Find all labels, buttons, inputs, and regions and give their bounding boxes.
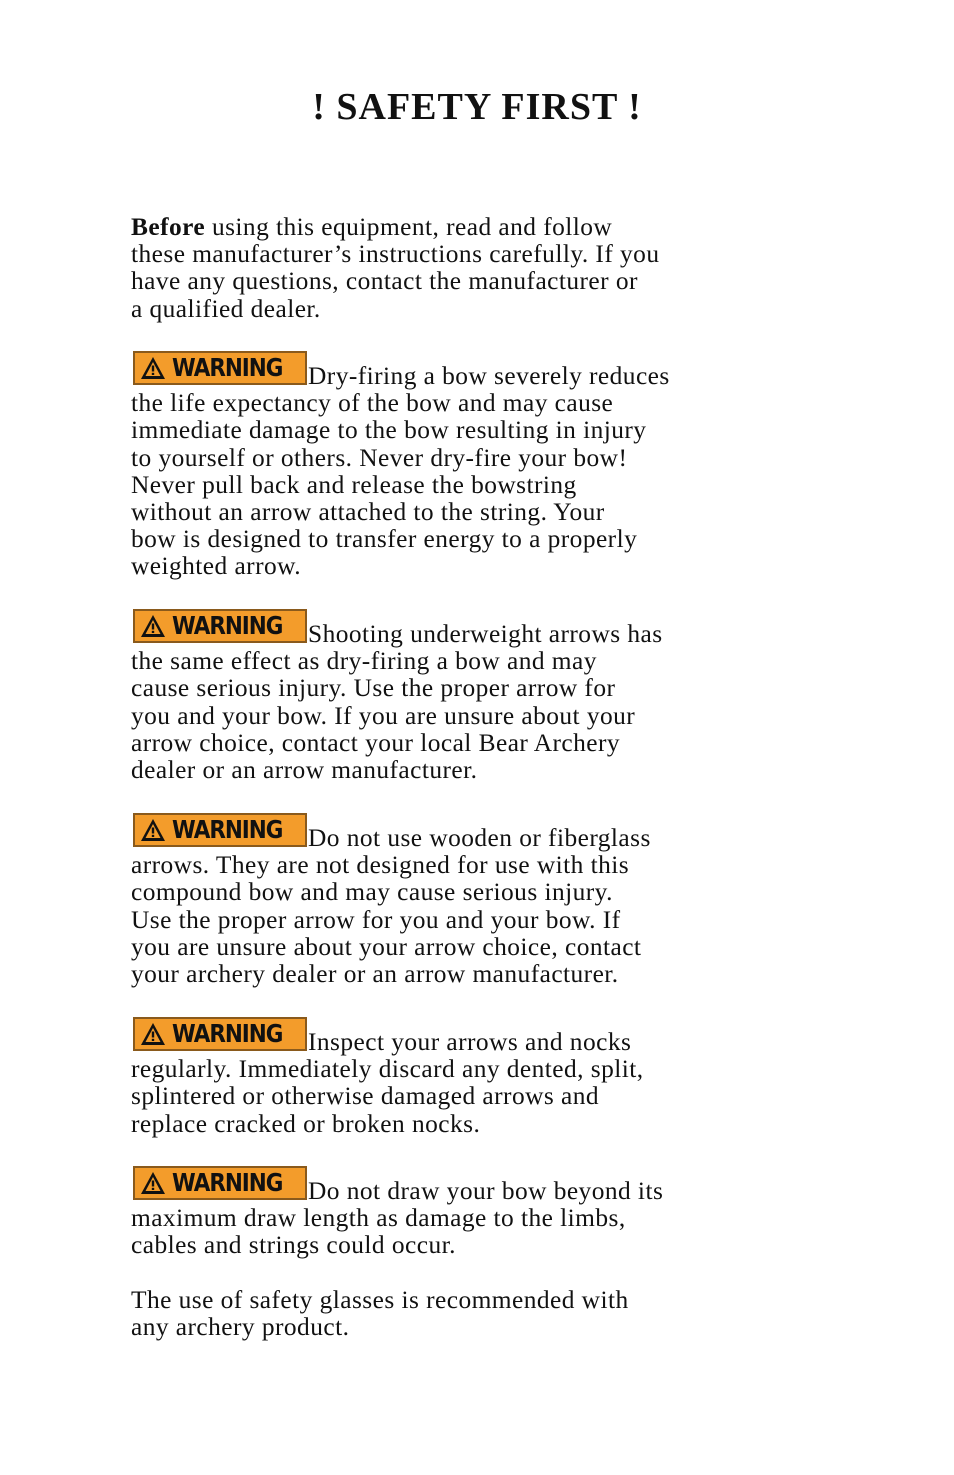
warning-triangle-icon bbox=[140, 614, 166, 638]
warning-line: splintered or otherwise damaged arrows and bbox=[131, 1082, 600, 1111]
closing-line: The use of safety glasses is recommended with bbox=[131, 1286, 629, 1314]
warning-line: Use the proper arrow for you and your bow. If bbox=[131, 905, 621, 934]
warning-line: replace cracked or broken nocks. bbox=[131, 1109, 481, 1138]
warning-paragraph-underweight bbox=[131, 611, 831, 784]
warning-badge-label: WARNING bbox=[171, 1168, 283, 1197]
warning-line: you and your bow. If you are unsure about your bbox=[131, 701, 636, 730]
warning-badge-label: WARNING bbox=[171, 815, 283, 844]
warning-first-line: Do not use wooden or fiberglass bbox=[308, 824, 651, 852]
warning-badge bbox=[133, 1017, 307, 1051]
warning-line: weighted arrow. bbox=[131, 552, 302, 581]
warning-line: your archery dealer or an arrow manufacturer. bbox=[131, 959, 619, 988]
warning-line: bow is designed to transfer energy to a properly bbox=[131, 525, 638, 554]
intro-bold-word: Before bbox=[131, 213, 206, 241]
warning-first-line: Shooting underweight arrows has bbox=[308, 620, 663, 648]
closing-paragraph bbox=[131, 1287, 831, 1341]
warning-triangle-icon bbox=[140, 1022, 166, 1046]
warning-line: cause serious injury. Use the proper arrow for bbox=[131, 674, 616, 703]
warning-badge bbox=[133, 351, 307, 385]
warning-line: regularly. Immediately discard any dented, split, bbox=[131, 1055, 644, 1084]
warning-triangle-icon bbox=[140, 1171, 166, 1195]
warning-line: the life expectancy of the bow and may cause bbox=[131, 389, 614, 418]
warning-first-line: Dry-firing a bow severely reduces bbox=[308, 362, 670, 390]
warning-line: arrows. They are not designed for use with this bbox=[131, 851, 630, 880]
warning-line: cables and strings could occur. bbox=[131, 1231, 456, 1260]
warning-line: immediate damage to the bow resulting in injury bbox=[131, 416, 647, 445]
warning-badge bbox=[133, 813, 307, 847]
closing-line: any archery product. bbox=[131, 1313, 350, 1342]
warning-line: without an arrow attached to the string. Your bbox=[131, 497, 605, 526]
warning-paragraph-draw-length bbox=[131, 1168, 831, 1260]
intro-line bbox=[131, 214, 831, 241]
intro-first-line-text: using this equipment, read and follow bbox=[205, 213, 613, 241]
warning-first-line: Do not draw your bow beyond its bbox=[308, 1177, 664, 1205]
warning-badge-label: WARNING bbox=[171, 1019, 283, 1048]
warning-triangle-icon bbox=[140, 818, 166, 842]
warning-line: dealer or an arrow manufacturer. bbox=[131, 755, 478, 784]
intro-line: these manufacturer’s instructions carefully. If you bbox=[131, 240, 660, 269]
warning-triangle-icon bbox=[140, 356, 166, 380]
warning-badge-label: WARNING bbox=[171, 611, 283, 640]
warning-badge-label: WARNING bbox=[171, 353, 283, 382]
warning-line: maximum draw length as damage to the limbs, bbox=[131, 1204, 626, 1233]
warning-line: Never pull back and release the bowstring bbox=[131, 470, 577, 499]
warning-paragraph-wooden-arrows bbox=[131, 815, 831, 988]
warning-line: arrow choice, contact your local Bear Archery bbox=[131, 728, 621, 757]
warning-line: you are unsure about your arrow choice, contact bbox=[131, 932, 642, 961]
warning-line: to yourself or others. Never dry-fire your bow! bbox=[131, 443, 628, 472]
warning-line: compound bow and may cause serious injury. bbox=[131, 878, 613, 907]
warning-badge bbox=[133, 1166, 307, 1200]
warning-paragraph-inspect bbox=[131, 1019, 831, 1138]
intro-line: have any questions, contact the manufacturer or bbox=[131, 267, 638, 296]
warning-first-line: Inspect your arrows and nocks bbox=[308, 1028, 632, 1056]
intro-line: a qualified dealer. bbox=[131, 294, 321, 323]
page-title: ! SAFETY FIRST ! bbox=[312, 86, 642, 128]
warning-paragraph-dry-fire bbox=[131, 353, 831, 581]
warning-line: the same effect as dry-firing a bow and may bbox=[131, 647, 597, 676]
intro-paragraph bbox=[131, 214, 831, 323]
warning-badge bbox=[133, 609, 307, 643]
